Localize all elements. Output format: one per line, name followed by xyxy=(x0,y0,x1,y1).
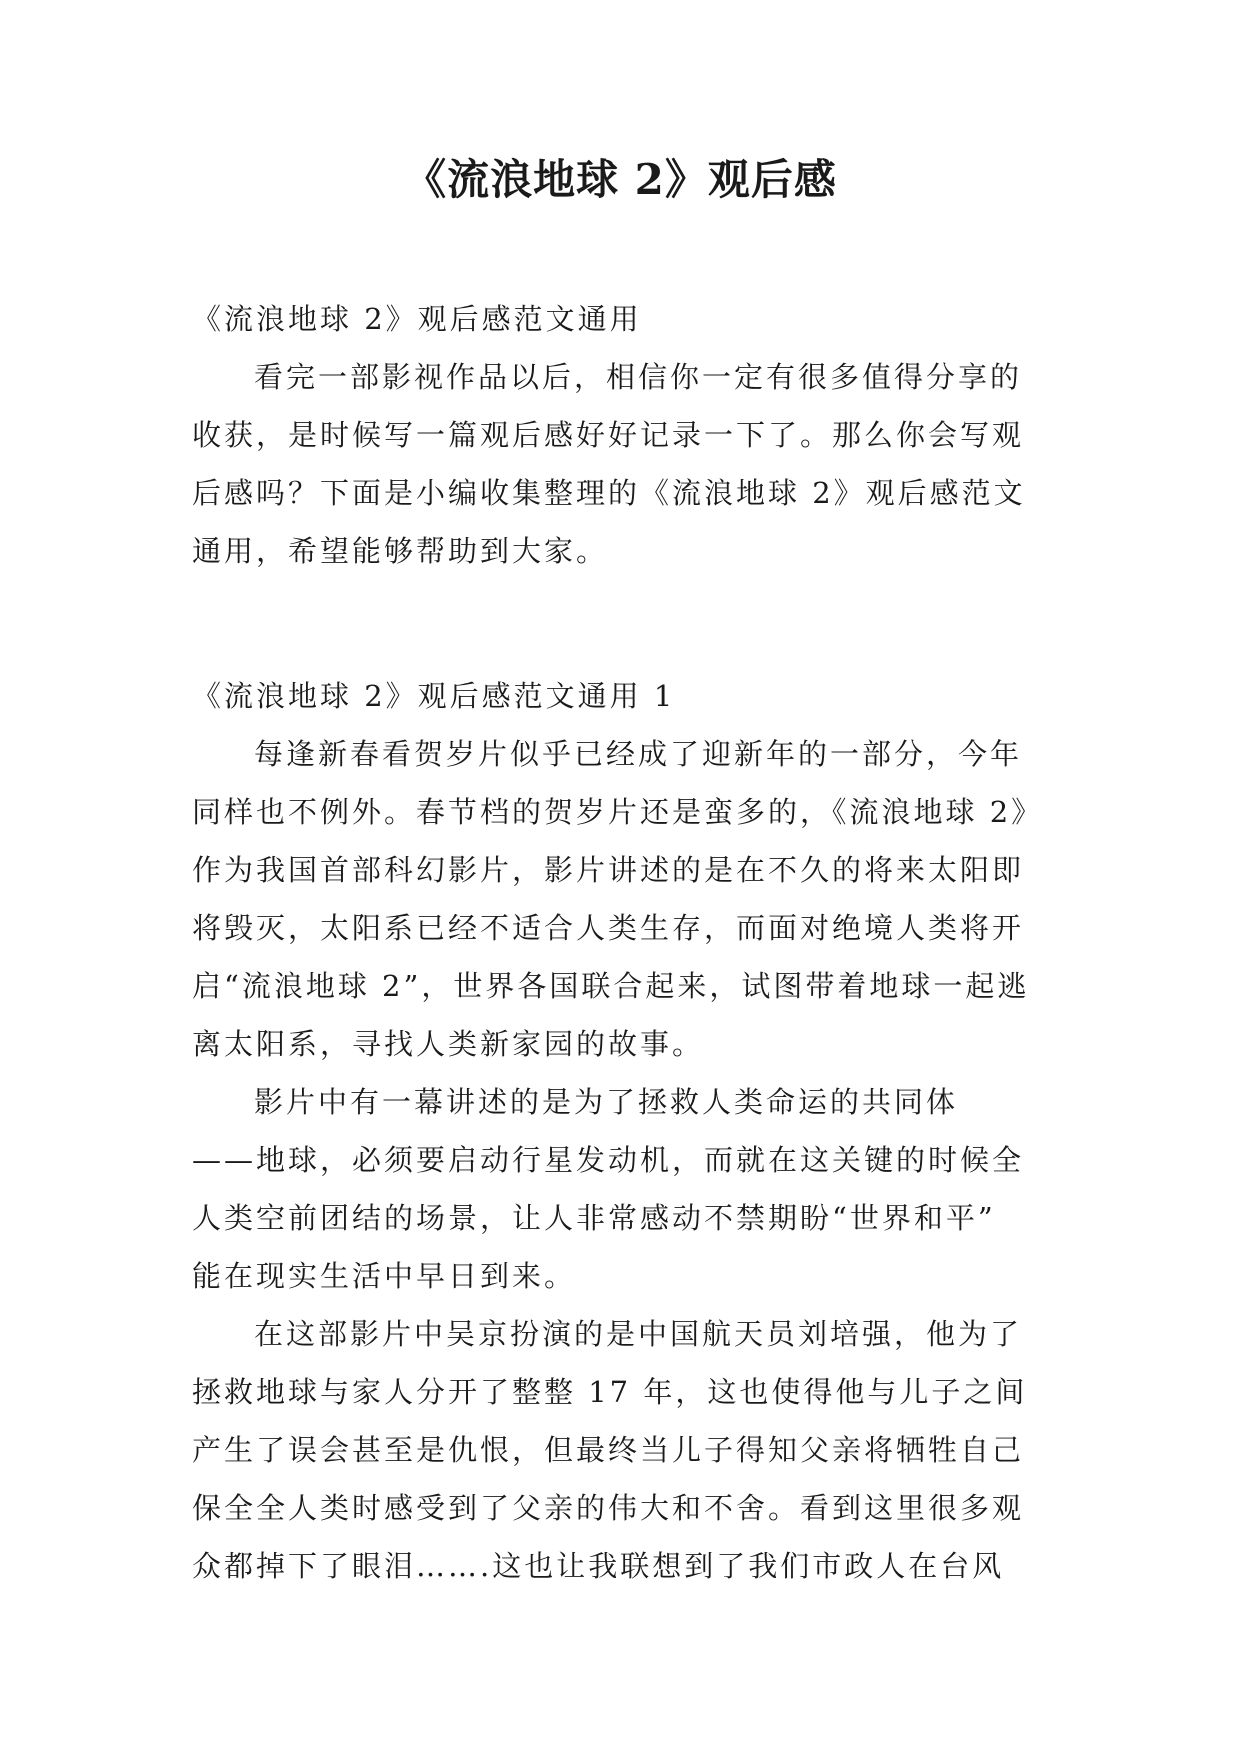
paragraph-line: 产生了误会甚至是仇恨，但最终当儿子得知父亲将牺牲自己 xyxy=(192,1433,1025,1467)
paragraph-line: 离太阳系，寻找人类新家园的故事。 xyxy=(192,1027,705,1061)
paragraph-line: 每逢新春看贺岁片似乎已经成了迎新年的一部分，今年 xyxy=(254,737,1023,771)
paragraph-line: ——地球，必须要启动行星发动机，而就在这关键的时候全 xyxy=(192,1143,1025,1177)
paragraph-line: 在这部影片中吴京扮演的是中国航天员刘培强，他为了 xyxy=(254,1317,1023,1351)
paragraph-line: 能在现实生活中早日到来。 xyxy=(192,1259,577,1293)
paragraph-line: 影片中有一幕讲述的是为了拯救人类命运的共同体 xyxy=(254,1085,959,1119)
paragraph-line: 作为我国首部科幻影片，影片讲述的是在不久的将来太阳即 xyxy=(192,853,1025,887)
document-body xyxy=(192,290,1054,1595)
intro-line: 后感吗？下面是小编收集整理的《流浪地球 2》观后感范文 xyxy=(192,476,1026,510)
paragraph-gap xyxy=(192,580,1054,667)
paragraph-line: 将毁灭，太阳系已经不适合人类生存，而面对绝境人类将开 xyxy=(192,911,1025,945)
paragraph-line: 拯救地球与家人分开了整整 17 年，这也使得他与儿子之间 xyxy=(192,1375,1028,1409)
subtitle-line: 《流浪地球 2》观后感范文通用 xyxy=(192,302,642,336)
paragraph-line: 同样也不例外。春节档的贺岁片还是蛮多的，《流浪地球 2》 xyxy=(192,795,1044,829)
section-heading: 《流浪地球 2》观后感范文通用 1 xyxy=(192,679,676,713)
document-title: 《流浪地球 2》观后感 xyxy=(404,155,837,204)
intro-line: 收获，是时候写一篇观后感好好记录一下了。那么你会写观 xyxy=(192,418,1025,452)
paragraph-line: 人类空前团结的场景，让人非常感动不禁期盼“世界和平” xyxy=(192,1201,996,1235)
paragraph-line: 启“流浪地球 2”，世界各国联合起来，试图带着地球一起逃 xyxy=(192,969,1030,1003)
intro-line: 通用，希望能够帮助到大家。 xyxy=(192,534,609,568)
paragraph-line: 众都掉下了眼泪…….这也让我联想到了我们市政人在台风 xyxy=(192,1549,1005,1583)
intro-line: 看完一部影视作品以后，相信你一定有很多值得分享的 xyxy=(254,360,1023,394)
paragraph-line: 保全全人类时感受到了父亲的伟大和不舍。看到这里很多观 xyxy=(192,1491,1025,1525)
